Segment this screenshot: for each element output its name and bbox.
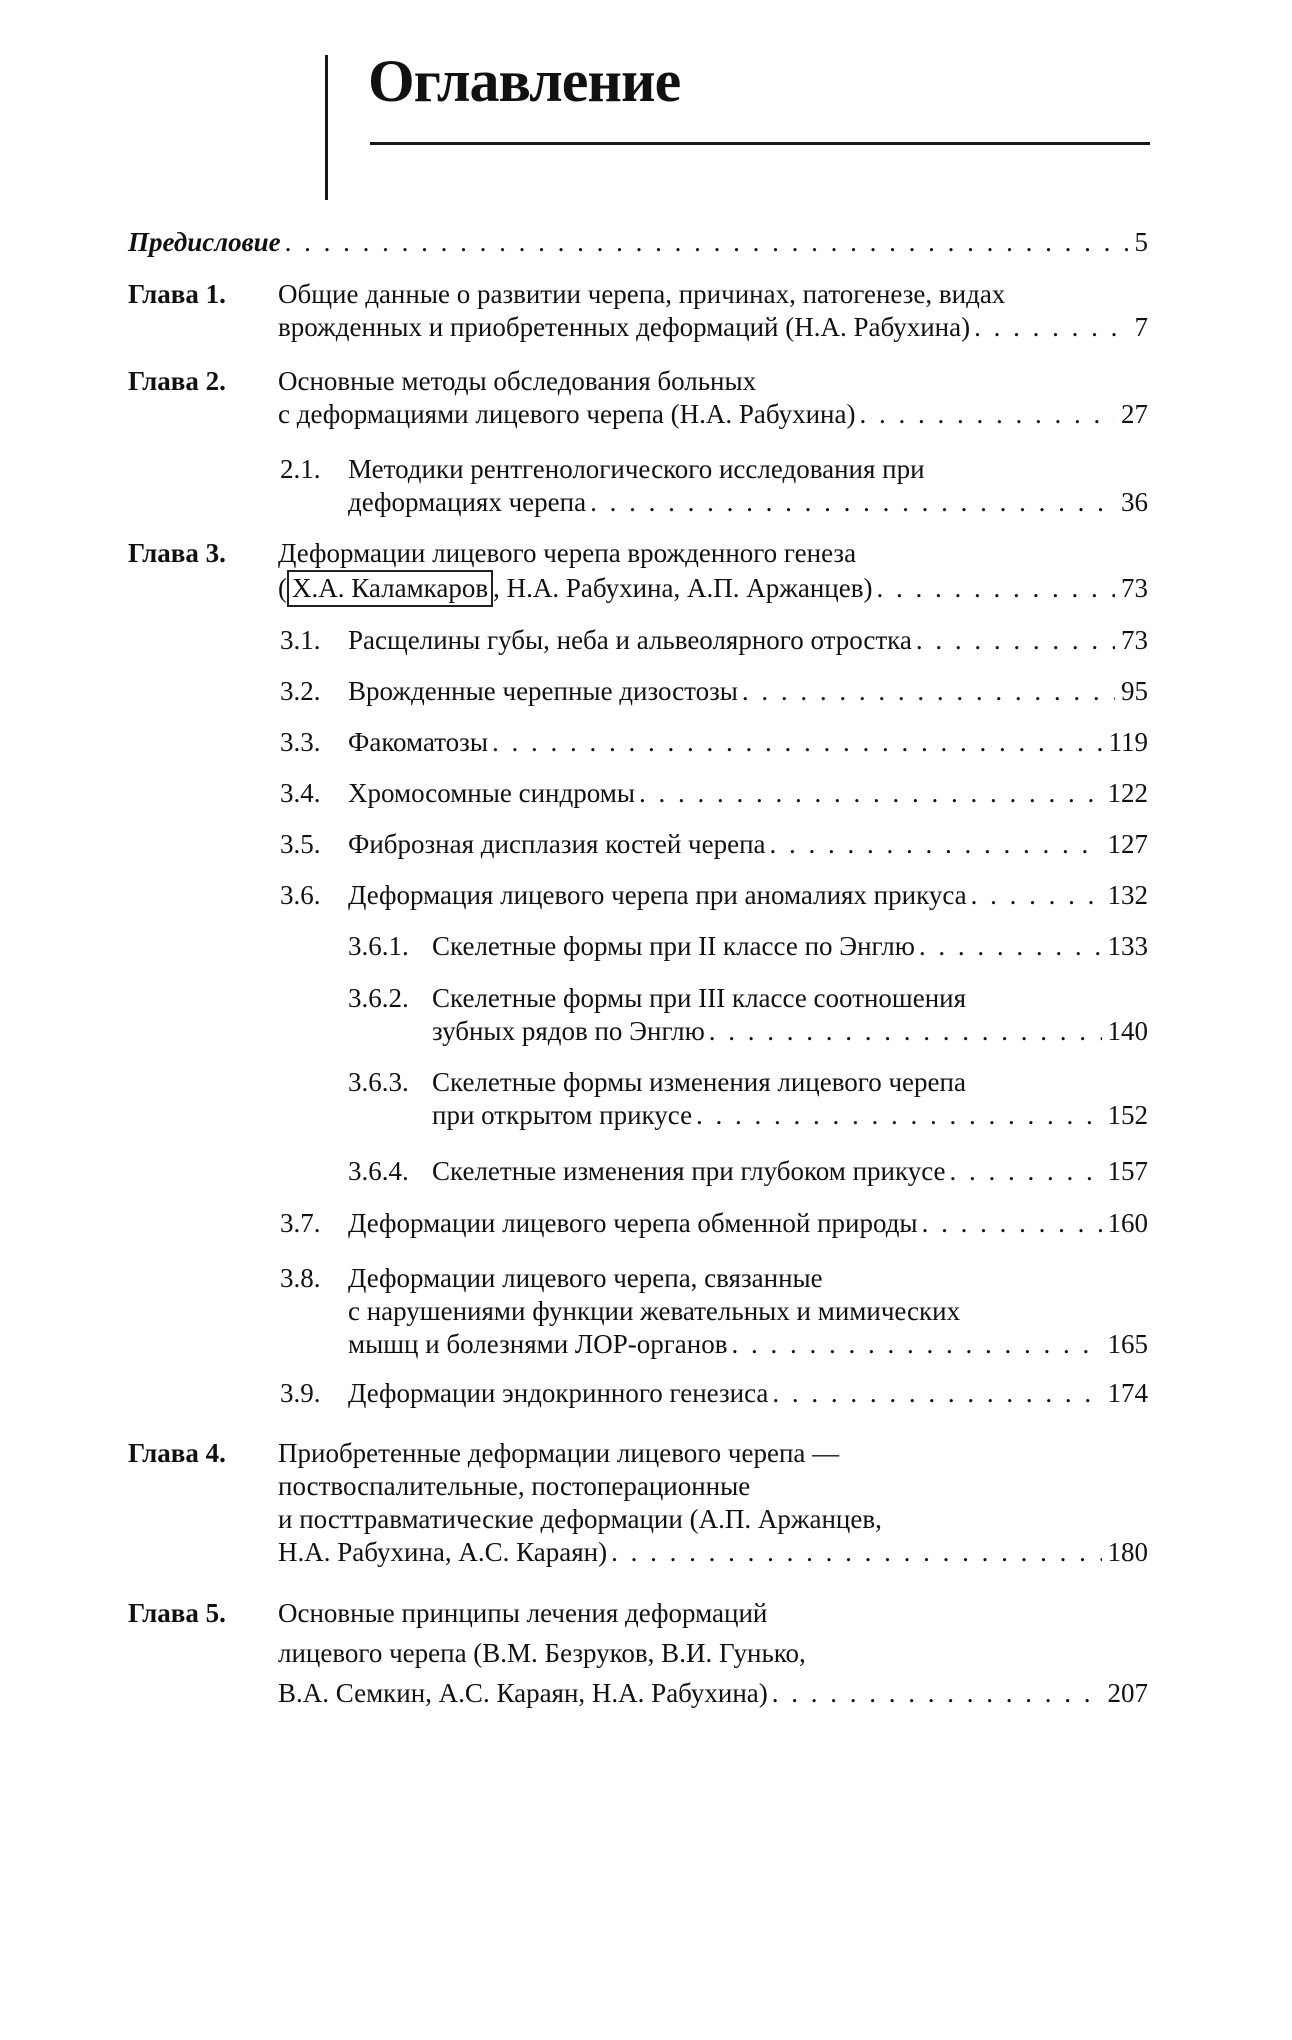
entry-title-line: Основные методы обследования больных	[278, 366, 757, 396]
entry-title-line: Деформация лицевого черепа при аномалиях прикуса	[348, 880, 967, 910]
toc-page-number: 132	[1107, 880, 1148, 910]
section-number: 3.6.3.	[348, 1067, 409, 1097]
section-number: 3.9.	[280, 1378, 321, 1408]
entry-title-line: Приобретенные деформации лицевого черепа —	[278, 1438, 840, 1468]
chapter-label: Глава 1.	[128, 279, 226, 309]
section-number: 3.8.	[280, 1263, 321, 1293]
leader-dots	[590, 486, 1115, 519]
entry-title-line: , Н.А. Рабухина, А.П. Аржанцев)	[493, 573, 873, 603]
chapter-label: Глава 3.	[128, 538, 226, 568]
entry-title-line: мышц и болезнями ЛОР-органов	[348, 1329, 728, 1359]
section-number: 3.3.	[280, 727, 321, 757]
leader-dots	[770, 828, 1102, 861]
entry-title-line: В.А. Семкин, А.С. Караян, Н.А. Рабухина)	[278, 1678, 768, 1708]
toc-page-number: 140	[1107, 1016, 1148, 1046]
toc-page-number: 174	[1107, 1378, 1148, 1408]
toc-page-number: 119	[1108, 727, 1148, 757]
entry-title-line: с нарушениями функции жевательных и мимических	[348, 1296, 961, 1326]
entry-title-line: врожденных и приобретенных деформаций (Н.А. Рабухина)	[278, 312, 971, 342]
entry-title-line: с деформациями лицевого черепа (Н.А. Рабухина)	[278, 399, 856, 429]
leader-dots	[859, 398, 1115, 431]
leader-dots	[772, 1377, 1101, 1410]
toc-page-number: 207	[1107, 1678, 1148, 1708]
chapter-label: Глава 5.	[128, 1598, 226, 1628]
leader-dots	[876, 572, 1115, 605]
entry-title-line: поствоспалительные, постоперационные	[278, 1471, 751, 1501]
chapter-label: Глава 4.	[128, 1438, 226, 1468]
leader-dots	[742, 675, 1115, 708]
entry-title-line: при открытом прикусе	[432, 1100, 693, 1130]
entry-title-line: Методики рентгенологического исследования при	[348, 454, 925, 484]
toc-page-number: 165	[1107, 1329, 1148, 1359]
entry-title-line: Фиброзная дисплазия костей черепа	[348, 829, 766, 859]
toc-page-number: 122	[1107, 778, 1148, 808]
entry-title-line: Скелетные изменения при глубоком прикусе	[432, 1156, 946, 1186]
toc-page-number: 73	[1121, 625, 1148, 655]
entry-title-line: лицевого черепа (В.М. Безруков, В.И. Гунько,	[278, 1638, 806, 1668]
toc-page-number: 27	[1121, 399, 1148, 429]
entry-title-line: Деформации эндокринного генезиса	[348, 1378, 769, 1408]
toc-page-number: 152	[1107, 1100, 1148, 1130]
entry-title-line: Деформации лицевого черепа обменной природы	[348, 1208, 918, 1238]
leader-dots	[285, 226, 1129, 259]
chapter-label: Глава 2.	[128, 366, 226, 396]
section-number: 3.6.4.	[348, 1156, 409, 1186]
toc-page-number: 157	[1107, 1156, 1148, 1186]
entry-title-line: Деформации лицевого черепа, связанные	[348, 1263, 823, 1293]
leader-dots	[696, 1099, 1101, 1132]
leader-dots	[772, 1673, 1102, 1713]
toc-page-number: 127	[1107, 829, 1148, 859]
entry-title-line: Деформации лицевого черепа врожденного генеза	[278, 538, 857, 568]
toc-page-number: 36	[1121, 487, 1148, 517]
leader-dots	[731, 1328, 1101, 1361]
section-number: 3.6.1.	[348, 931, 409, 961]
entry-title-line: Скелетные формы при II классе по Энглю	[432, 931, 915, 961]
toc-page-number: 5	[1134, 227, 1148, 257]
section-number: 2.1.	[280, 454, 321, 484]
leader-dots	[639, 777, 1102, 810]
section-number: 3.1.	[280, 625, 321, 655]
entry-title-line: Расщелины губы, неба и альвеолярного отростка	[348, 625, 912, 655]
leader-dots	[492, 726, 1103, 759]
entry-title-line: Н.А. Рабухина, А.С. Караян)	[278, 1537, 608, 1567]
toc-label-preface: Предисловие	[128, 227, 281, 257]
entry-title-line: Хромосомные синдромы	[348, 778, 635, 808]
toc-page-number: 133	[1107, 931, 1148, 961]
section-number: 3.6.	[280, 880, 321, 910]
toc-page-number: 160	[1107, 1208, 1148, 1238]
section-number: 3.7.	[280, 1208, 321, 1238]
section-number: 3.6.2.	[348, 983, 409, 1013]
section-number: 3.4.	[280, 778, 321, 808]
page-title: Оглавление	[368, 48, 681, 114]
entry-title-line: Врожденные черепные дизостозы	[348, 676, 738, 706]
leader-dots	[916, 624, 1115, 657]
toc-entry-preface[interactable]	[128, 226, 1148, 259]
toc-page-number: 95	[1121, 676, 1148, 706]
entry-title-line: Общие данные о развитии черепа, причинах, патогенезе, видах	[278, 279, 1006, 309]
entry-title-line: зубных рядов по Энглю	[432, 1016, 705, 1046]
section-number: 3.2.	[280, 676, 321, 706]
entry-title-line: деформациях черепа	[348, 487, 587, 517]
entry-title-line: Факоматозы	[348, 727, 488, 757]
leader-dots	[709, 1015, 1102, 1048]
entry-title-line: Скелетные формы при III классе соотношения	[432, 983, 967, 1013]
leader-dots	[950, 1155, 1102, 1188]
open-paren: (	[278, 573, 287, 603]
leader-dots	[922, 1207, 1102, 1240]
toc-page-number: 180	[1107, 1537, 1148, 1567]
deceased-author-box: Х.А. Каламкаров	[287, 570, 493, 607]
leader-dots	[611, 1536, 1101, 1569]
leader-dots	[971, 879, 1102, 912]
toc-page-number: 7	[1134, 312, 1148, 342]
entry-title-line: и посттравматические деформации (А.П. Аржанцев,	[278, 1504, 882, 1534]
leader-dots	[974, 311, 1128, 344]
entry-title-line: Основные принципы лечения деформаций	[278, 1598, 768, 1628]
leader-dots	[919, 930, 1102, 963]
section-number: 3.5.	[280, 829, 321, 859]
entry-title-line: Скелетные формы изменения лицевого черепа	[432, 1067, 966, 1097]
toc-page-number: 73	[1121, 573, 1148, 603]
